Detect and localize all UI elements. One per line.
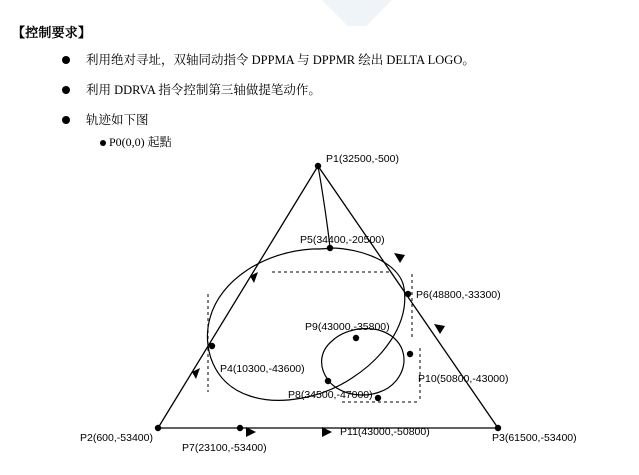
bullet-icon (62, 86, 70, 94)
list-item (62, 52, 602, 68)
point-marker-p8 (325, 378, 331, 384)
direction-arrows (192, 253, 445, 437)
requirements-list (62, 52, 602, 142)
dashed-guides (208, 272, 420, 402)
point-marker-p2 (155, 425, 161, 431)
point-label-p5: P5(34400,-20500) (300, 234, 385, 246)
point-label-p8: P8(34500,-47000) (288, 389, 373, 401)
trajectory-svg (60, 148, 635, 473)
list-item (62, 112, 602, 128)
bullet-icon (62, 116, 70, 124)
point-label-p4: P4(10300,-43600) (220, 363, 305, 375)
requirement-text: 利用 DDRVA 指令控制第三轴做提笔动作。 (86, 83, 321, 97)
point-marker-p9 (353, 335, 359, 341)
point-marker-p1 (315, 163, 321, 169)
point-label-p1: P1(32500,-500) (326, 153, 399, 165)
trajectory-figure (60, 148, 635, 473)
point-marker-p11 (375, 395, 381, 401)
start-point-text: P0(0,0) 起點 (109, 135, 172, 149)
bullet-icon (100, 140, 106, 146)
point-label-p11: P11(43000,-50800) (340, 426, 430, 438)
decorative-watermark (318, 0, 396, 26)
point-marker-p4 (209, 343, 215, 349)
point-label-p2: P2(600,-53400) (80, 432, 153, 444)
point-marker-p10 (407, 351, 413, 357)
point-label-p9: P9(43000,-35800) (305, 321, 390, 333)
point-marker-p7 (237, 425, 243, 431)
point-label-p7: P7(23100,-53400) (182, 442, 267, 454)
point-label-p6: P6(48800,-33300) (416, 289, 501, 301)
point-marker-p3 (495, 425, 501, 431)
bullet-icon (62, 56, 70, 64)
requirement-text: 利用绝对寻址，双轴同动指令 DPPMA 与 DPPMR 绘出 DELTA LOGO。 (86, 53, 475, 67)
requirement-text: 轨迹如下图 (86, 113, 149, 127)
point-label-p3: P3(61500,-53400) (492, 432, 577, 444)
point-label-p10: P10(50800,-43000) (418, 373, 509, 385)
page-title: 【控制要求】 (12, 25, 92, 40)
list-item (62, 82, 602, 98)
point-marker-p6 (405, 291, 411, 297)
